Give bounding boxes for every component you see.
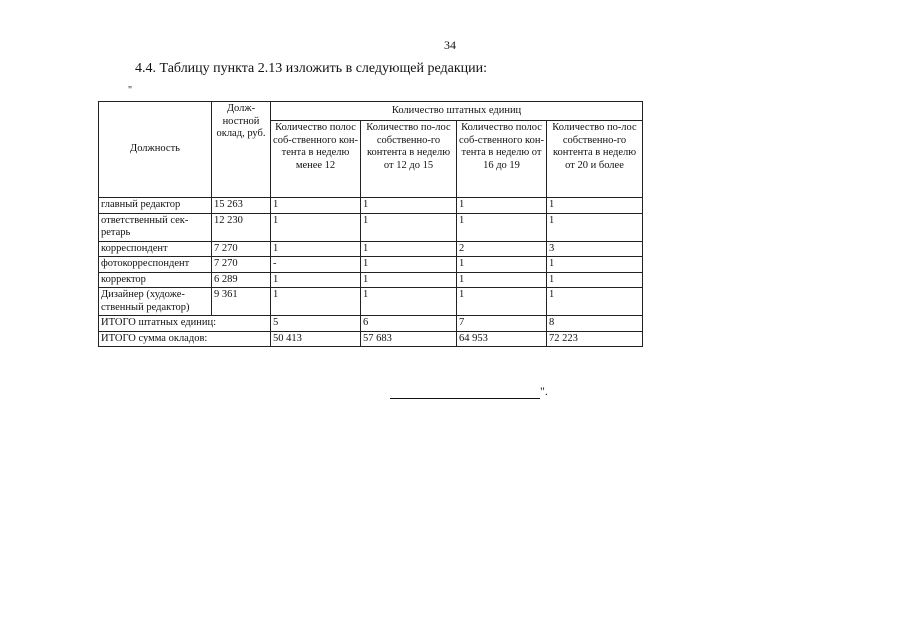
closing-line	[390, 384, 548, 399]
table-row	[99, 257, 643, 273]
cell-units: 1	[547, 213, 643, 241]
total-units-label: ИТОГО штатных единиц:	[99, 316, 271, 332]
total-units-cell: 5	[271, 316, 361, 332]
cell-units: -	[271, 257, 361, 273]
cell-units: 1	[457, 198, 547, 214]
subheader-under-12: Количество полос соб-ственного кон-тента в неделю менее 12	[271, 121, 361, 198]
cell-salary: 7 270	[212, 257, 271, 273]
page-number: 34	[444, 38, 456, 52]
section-heading: 4.4. Таблицу пункта 2.13 изложить в следующей редакции:	[135, 61, 488, 76]
total-units-cell: 7	[457, 316, 547, 332]
cell-units: 1	[457, 272, 547, 288]
subheader-12-to-15: Количество по-лос собственно-го контента в неделю от 12 до 15	[361, 121, 457, 198]
cell-salary: 6 289	[212, 272, 271, 288]
cell-position: фотокорреспондент	[99, 257, 212, 273]
total-units-row	[99, 316, 643, 332]
cell-units: 1	[361, 257, 457, 273]
cell-units: 1	[457, 288, 547, 316]
total-salary-label: ИТОГО сумма окладов:	[99, 331, 271, 347]
cell-position: корректор	[99, 272, 212, 288]
total-salary-cell: 72 223	[547, 331, 643, 347]
subheader-20-plus: Количество по-лос собственно-го контента в неделю от 20 и более	[547, 121, 643, 198]
cell-units: 1	[361, 213, 457, 241]
cell-units: 1	[547, 198, 643, 214]
cell-units: 2	[457, 241, 547, 257]
cell-units: 1	[361, 272, 457, 288]
cell-salary: 7 270	[212, 241, 271, 257]
cell-units: 1	[361, 288, 457, 316]
table-row	[99, 288, 643, 316]
total-salary-cell: 57 683	[361, 331, 457, 347]
table-header-row	[99, 102, 643, 121]
cell-units: 1	[271, 198, 361, 214]
cell-units: 1	[457, 213, 547, 241]
table-row	[99, 241, 643, 257]
total-salary-row	[99, 331, 643, 347]
cell-units: 1	[361, 198, 457, 214]
table-row	[99, 198, 643, 214]
cell-units: 1	[271, 272, 361, 288]
header-salary: Долж-ностной оклад, руб.	[212, 102, 271, 198]
total-units-cell: 8	[547, 316, 643, 332]
cell-units: 3	[547, 241, 643, 257]
opening-quote: "	[128, 85, 133, 96]
cell-units: 1	[361, 241, 457, 257]
subheader-16-to-19: Количество полос соб-ственного кон-тента в неделю от 16 до 19	[457, 121, 547, 198]
cell-position: главный редактор	[99, 198, 212, 214]
cell-units: 1	[547, 257, 643, 273]
cell-units: 1	[271, 241, 361, 257]
cell-position: Дизайнер (художе-ственный редактор)	[99, 288, 212, 316]
cell-salary: 12 230	[212, 213, 271, 241]
table-row	[99, 272, 643, 288]
cell-units: 1	[271, 288, 361, 316]
cell-units: 1	[547, 288, 643, 316]
cell-position: корреспондент	[99, 241, 212, 257]
total-salary-cell: 50 413	[271, 331, 361, 347]
header-staff-units: Количество штатных единиц	[271, 102, 643, 121]
cell-units: 1	[547, 272, 643, 288]
cell-salary: 9 361	[212, 288, 271, 316]
cell-salary: 15 263	[212, 198, 271, 214]
total-units-cell: 6	[361, 316, 457, 332]
closing-quote: ".	[540, 384, 548, 398]
total-salary-cell: 64 953	[457, 331, 547, 347]
cell-units: 1	[457, 257, 547, 273]
cell-units: 1	[271, 213, 361, 241]
table-row	[99, 213, 643, 241]
header-position: Должность	[99, 102, 212, 198]
signature-rule	[390, 386, 540, 399]
staff-table	[98, 101, 643, 347]
cell-position: ответственный сек-ретарь	[99, 213, 212, 241]
